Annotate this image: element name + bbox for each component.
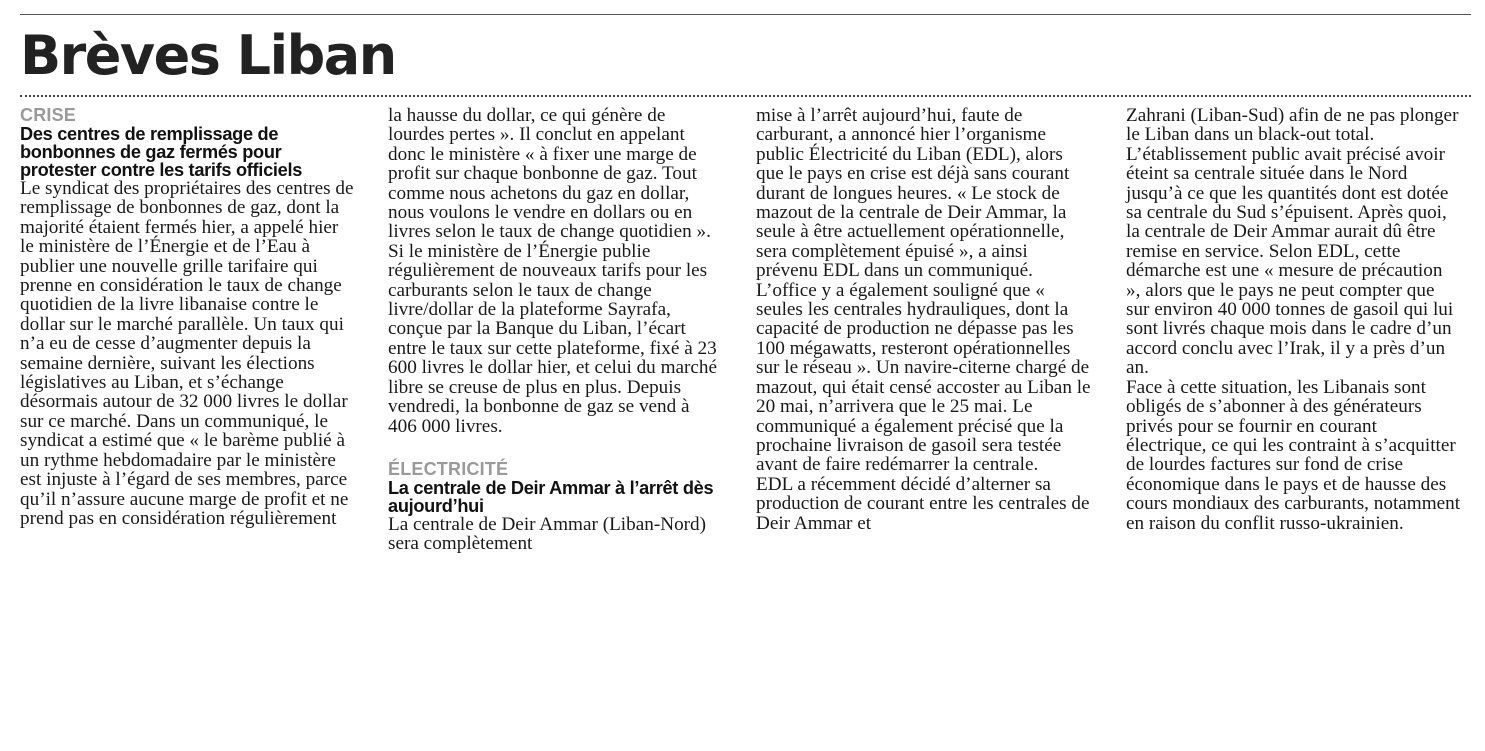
body-text: Face à cette situation, les Libanais sont obligés de s’abonner à des générateurs privés pour se fournir en courant électrique, ce qui les contraint à s’acquitter de lourdes factures sur fond de crise économique dans le pays et de hausse des cours mondiaux des carburants, notamment en raison du conflit russo-ukrainien. <box>1126 376 1461 534</box>
body-text: Si le ministère de l’Énergie publie régulièrement de nouveaux tarifs pour les carburants selon le taux de change livre/dollar de la plateforme Sayrafa, conçue par la Banque du Liban, l’écart entre le taux sur cette plateforme, fixé à 23 600 livres le dollar hier, et celui du marché libre se creuse de plus en plus. Depuis vendredi, la bonbonne de gaz se vend à 406 000 livres. <box>388 240 718 437</box>
rubric-crise: CRISE <box>20 105 77 125</box>
column-4 <box>1126 106 1461 533</box>
column-2 <box>388 106 723 554</box>
headline-crise: Des centres de remplissage de bonbonnes de gaz fermés pour protester contre les tarifs officiels <box>20 124 303 180</box>
top-rule <box>20 14 1471 15</box>
page-title: Brèves Liban <box>20 24 396 87</box>
title-dotted-rule <box>20 95 1471 97</box>
column-1 <box>20 106 355 528</box>
body-text: mise à l’arrêt aujourd’hui, faute de carburant, a annoncé hier l’organisme public Électricité du Liban (EDL), alors que le pays en crise est déjà sans courant durant de longues heures. « Le stock de mazout de la centrale de Deir Ammar, la seule à être actuellement opérationnelle, sera complètement épuisé », a ainsi prévenu EDL dans un communiqué. L’office y a également souligné que « seules les centrales hydrauliques, dont la capacité de production ne dépasse pas les 100 mégawatts, resteront opérationnelles sur le réseau ». Un navire-citerne chargé de mazout, qui était censé accoster au Liban le 20 mai, n’arrivera que le 25 mai. Le communiqué a également précisé que la prochaine livraison de gasoil sera testée avant de faire redémarrer la centrale. <box>756 105 1091 476</box>
body-text: la hausse du dollar, ce qui génère de lourdes pertes ». Il conclut en appelant donc le ministère « à fixer une marge de profit sur chaque bonbonne de gaz. Tout comme nous achetons du gaz en dollar, nous voulons le vendre en dollars ou en livres selon le taux de change quotidien ». <box>388 105 711 243</box>
body-text: EDL a récemment décidé d’alterner sa production de courant entre les centrales de Deir Ammar et <box>756 473 1090 534</box>
body-text: La centrale de Deir Ammar (Liban-Nord) sera complètement <box>388 513 707 555</box>
column-3 <box>756 106 1091 533</box>
article-gap <box>388 436 723 460</box>
body-text: Le syndicat des propriétaires des centres de remplissage de bonbonnes de gaz, dont la majorité étaient fermés hier, a appelé hier le ministère de l’Énergie et de l’Eau à publier une nouvelle grille tarifaire qui prenne en considération le taux de change quotidien de la livre libanaise contre le dollar sur le marché parallèle. Un taux qui n’a eu de cesse d’augmenter depuis la semaine dernière, suivant les élections législatives au Liban, et s’échange désormais autour de 32 000 livres le dollar sur ce marché. Dans un communiqué, le syndicat a estimé que « le barème publié à un rythme hebdomadaire par le ministère est injuste à l’égard de ses membres, parce qu’il n’assure aucune marge de profit et ne prend pas en considération régulièrement <box>20 178 354 529</box>
body-text: Zahrani (Liban-Sud) afin de ne pas plonger le Liban dans un black-out total. L’établissement public avait précisé avoir éteint sa centrale située dans le Nord jusqu’à ce que les quantités dont est dotée sa centrale du Sud s’épuisent. Après quoi, la centrale de Deir Ammar aurait dû être remise en service. Selon EDL, cette démarche est une « mesure de précaution », alors que le pays ne peut compter que sur environ 40 000 tonnes de gasoil qui lui sont livrés chaque mois dans le cadre d’un accord conclu avec l’Irak, il y a près d’un an. <box>1126 105 1459 379</box>
rubric-electricite: ÉLECTRICITÉ <box>388 458 509 479</box>
headline-electricite: La centrale de Deir Ammar à l’arrêt dès aujourd’hui <box>388 477 714 516</box>
